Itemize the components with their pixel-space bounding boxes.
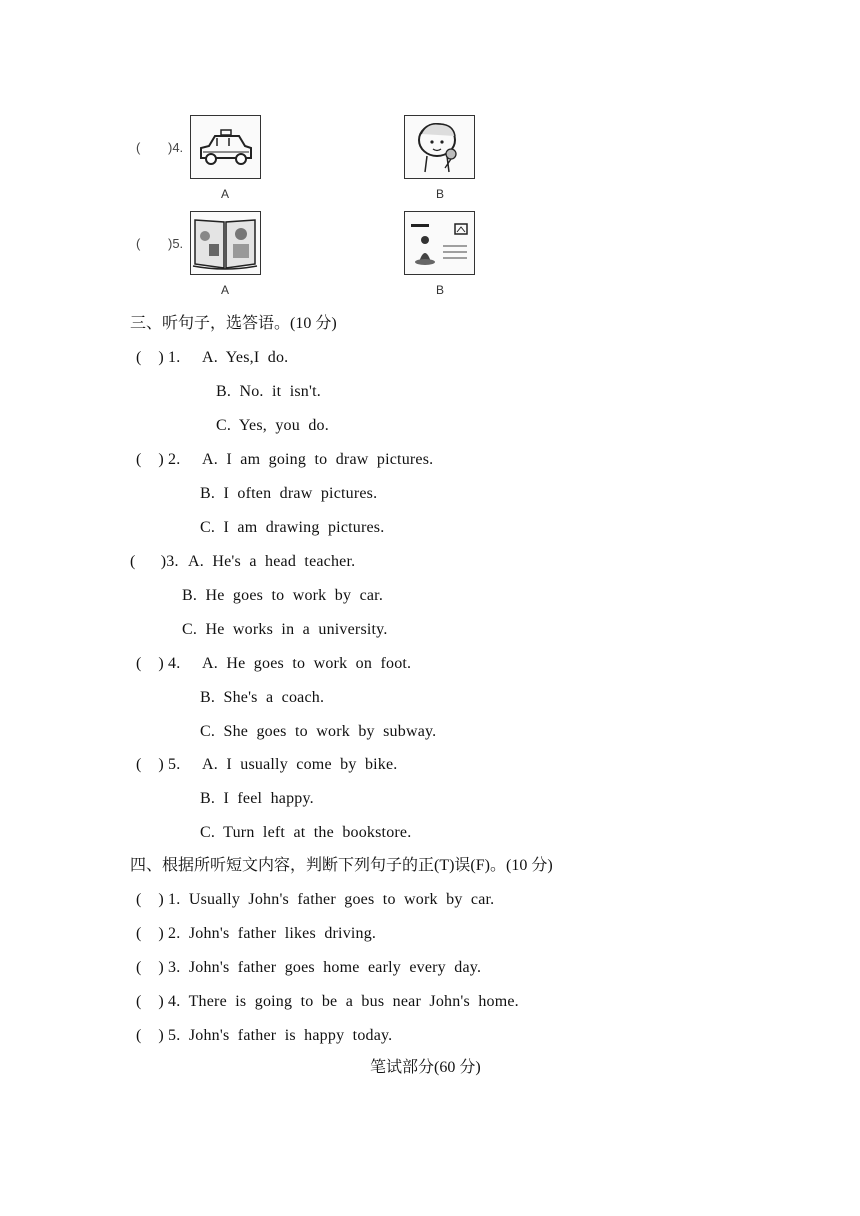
answer-paren: ( [136, 140, 141, 155]
option-b: B. I feel happy. [200, 790, 314, 807]
option-a-caption: A [221, 283, 230, 297]
option-a: A. I am going to draw pictures. [202, 451, 434, 468]
true-false-item-1: ( ) 1. Usually John's father goes to work by car. [136, 891, 495, 908]
postcard-icon [404, 211, 475, 275]
option-c: C. Turn left at the bookstore. [200, 824, 412, 841]
section-4-heading: 四、根据所听短文内容，判断下列句子的正(T)误(F)。(10 分) [130, 857, 553, 874]
taxi-icon [190, 115, 261, 179]
option-b-caption: B [436, 187, 445, 201]
option-b: B. No. it isn't. [216, 383, 321, 400]
option-a: A. He's a head teacher. [188, 553, 356, 570]
question-label: ( ) 1. [136, 349, 181, 366]
question-number: )4. [168, 140, 184, 155]
open-picture-book-icon [190, 211, 261, 275]
option-b: B. He goes to work by car. [182, 587, 384, 604]
true-false-item-2: ( ) 2. John's father likes driving. [136, 925, 377, 942]
answer-paren: ( [136, 236, 141, 251]
written-part-heading: 笔试部分(60 分) [370, 1059, 481, 1076]
section-3-heading: 三、听句子，选答语。(10 分) [130, 315, 337, 332]
option-b-caption: B [436, 283, 445, 297]
true-false-item-4: ( ) 4. There is going to be a bus near John's home. [136, 993, 519, 1010]
option-a: A. I usually come by bike. [202, 756, 398, 773]
question-label: ( ) 4. [136, 655, 181, 672]
option-b: B. I often draw pictures. [200, 485, 378, 502]
option-c: C. I am drawing pictures. [200, 519, 385, 536]
girl-smelling-flower-icon [404, 115, 475, 179]
option-a-caption: A [221, 187, 230, 201]
true-false-item-3: ( ) 3. John's father goes home early every day. [136, 959, 482, 976]
option-a: A. He goes to work on foot. [202, 655, 412, 672]
option-c: C. He works in a university. [182, 621, 388, 638]
question-number: )5. [168, 236, 184, 251]
question-label: ( ) 2. [136, 451, 181, 468]
question-label: ( )3. [130, 553, 179, 570]
option-c: C. Yes, you do. [216, 417, 329, 434]
option-a: A. Yes,I do. [202, 349, 289, 366]
option-c: C. She goes to work by subway. [200, 723, 437, 740]
option-b: B. She's a coach. [200, 689, 325, 706]
true-false-item-5: ( ) 5. John's father is happy today. [136, 1027, 393, 1044]
question-label: ( ) 5. [136, 756, 181, 773]
